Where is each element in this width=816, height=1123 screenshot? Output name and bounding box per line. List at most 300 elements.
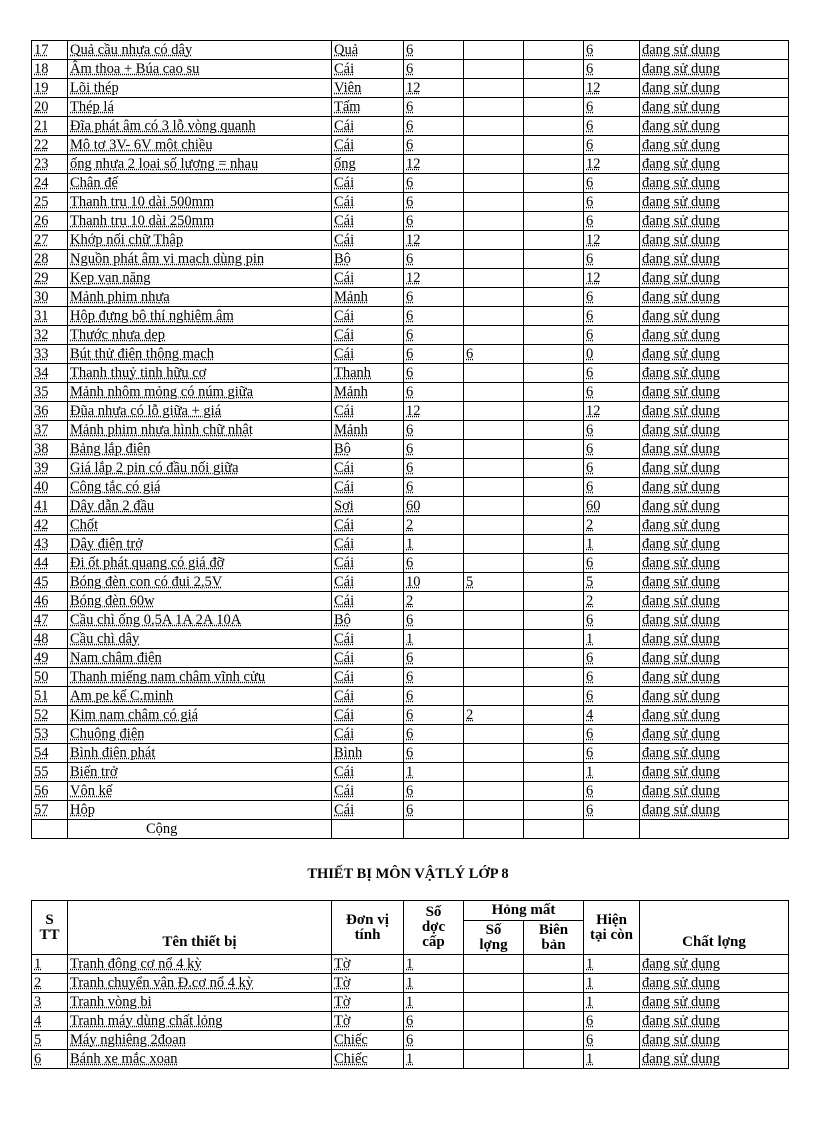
cell-name: Mảnh phim nhựa hình chữ nhật — [68, 421, 332, 440]
cell-stt: 18 — [32, 60, 68, 79]
cell-issued: 6 — [404, 668, 464, 687]
cell-damaged-record — [524, 364, 584, 383]
cell-damaged-record — [524, 516, 584, 535]
cell-damaged-record — [524, 993, 584, 1012]
cell-damaged-record — [524, 955, 584, 974]
cell-quality: đang sử dụng — [640, 421, 789, 440]
cell-stt: 40 — [32, 478, 68, 497]
cell-damaged-qty — [464, 649, 524, 668]
cell-stt: 23 — [32, 155, 68, 174]
cell-remaining: 6 — [584, 421, 640, 440]
cell-damaged-qty — [464, 402, 524, 421]
cell-quality: đang sử dụng — [640, 79, 789, 98]
cell-quality: đang sử dụng — [640, 573, 789, 592]
cell-remaining: 5 — [584, 573, 640, 592]
cell-damaged-record — [524, 974, 584, 993]
cell-damaged-record — [524, 307, 584, 326]
table-row — [32, 326, 789, 345]
cell-remaining: 1 — [584, 630, 640, 649]
cell-issued: 6 — [404, 60, 464, 79]
cell-damaged-qty — [464, 79, 524, 98]
cell-unit: Mảnh — [332, 383, 404, 402]
cell-issued: 2 — [404, 592, 464, 611]
cell-damaged-qty — [464, 421, 524, 440]
cell-stt: 57 — [32, 801, 68, 820]
cell-quality: đang sử dụng — [640, 98, 789, 117]
table-row — [32, 592, 789, 611]
cell-damaged-qty — [464, 630, 524, 649]
cell-remaining: 6 — [584, 250, 640, 269]
cell-stt: 48 — [32, 630, 68, 649]
cell-name: Quả cầu nhựa có dây — [68, 41, 332, 60]
cell-remaining: 6 — [584, 117, 640, 136]
cell-remaining: 6 — [584, 212, 640, 231]
cell-remaining: 12 — [584, 79, 640, 98]
cell-unit: Cái — [332, 193, 404, 212]
table-row — [32, 649, 789, 668]
equipment-table-continued — [31, 40, 789, 839]
cell-unit: Cái — [332, 668, 404, 687]
cell-unit: Cái — [332, 307, 404, 326]
cell-remaining: 1 — [584, 955, 640, 974]
cell-damaged-qty — [464, 763, 524, 782]
table-row — [32, 193, 789, 212]
cell-quality: đang sử dụng — [640, 592, 789, 611]
cell-damaged-qty — [464, 383, 524, 402]
table-row — [32, 136, 789, 155]
cell-name: Hộp — [68, 801, 332, 820]
cell-issued: 1 — [404, 955, 464, 974]
cell-stt: 50 — [32, 668, 68, 687]
cell-issued: 6 — [404, 1031, 464, 1050]
cell-quality: đang sử dụng — [640, 231, 789, 250]
cell-damaged-qty — [464, 459, 524, 478]
cell-unit: Cái — [332, 326, 404, 345]
table-row — [32, 1050, 789, 1069]
table-row — [32, 1031, 789, 1050]
cell-stt: 3 — [32, 993, 68, 1012]
cell-name: Máy nghiêng 2đoạn — [68, 1031, 332, 1050]
cell-quality: đang sử dụng — [640, 630, 789, 649]
cell-stt: 46 — [32, 592, 68, 611]
header-damaged-qty: Số lợng — [464, 921, 524, 955]
cell-name: Vôn kế — [68, 782, 332, 801]
table-row — [32, 231, 789, 250]
cell-damaged-record — [524, 136, 584, 155]
cell-quality: đang sử dụng — [640, 744, 789, 763]
cell-remaining: 2 — [584, 592, 640, 611]
cell-damaged-qty — [464, 269, 524, 288]
cell-damaged-qty — [464, 1012, 524, 1031]
cell-stt: 32 — [32, 326, 68, 345]
cell-damaged-record — [524, 630, 584, 649]
cell-unit: Chiếc — [332, 1031, 404, 1050]
cell-quality: đang sử dụng — [640, 801, 789, 820]
table-row — [32, 421, 789, 440]
cell-remaining: 4 — [584, 706, 640, 725]
cell-issued: 1 — [404, 993, 464, 1012]
cell-quality: đang sử dụng — [640, 554, 789, 573]
table-row — [32, 174, 789, 193]
cell-remaining: 2 — [584, 516, 640, 535]
cell-name: Bóng đèn con có đui 2,5V — [68, 573, 332, 592]
cell-issued: 1 — [404, 763, 464, 782]
cell-quality: đang sử dụng — [640, 364, 789, 383]
table-row — [32, 744, 789, 763]
cell-issued: 6 — [404, 801, 464, 820]
cell-damaged-qty — [464, 611, 524, 630]
table-row — [32, 440, 789, 459]
cell-damaged-qty — [464, 326, 524, 345]
cell-quality: đang sử dụng — [640, 174, 789, 193]
cell-damaged-record — [524, 687, 584, 706]
cell-damaged-qty — [464, 668, 524, 687]
cell-damaged-qty — [464, 725, 524, 744]
cell-damaged-record — [524, 573, 584, 592]
table-row — [32, 250, 789, 269]
cell-damaged-qty — [464, 288, 524, 307]
cell-stt: 43 — [32, 535, 68, 554]
cell-stt: 28 — [32, 250, 68, 269]
cell-stt: 5 — [32, 1031, 68, 1050]
header-quality: Chất lợng — [640, 901, 789, 955]
cell-damaged-qty — [464, 554, 524, 573]
cell-issued: 6 — [404, 212, 464, 231]
cell-name: Thanh trụ 10 dài 250mm — [68, 212, 332, 231]
cell-issued: 6 — [404, 706, 464, 725]
cell-name: Bút thử điện thông mạch — [68, 345, 332, 364]
cell-damaged-record — [524, 478, 584, 497]
cell-damaged-qty — [464, 516, 524, 535]
cell-name: Kẹp vạn năng — [68, 269, 332, 288]
cell-damaged-qty: 6 — [464, 345, 524, 364]
cell-unit: Cái — [332, 592, 404, 611]
cell-damaged-record — [524, 402, 584, 421]
cell-issued: 6 — [404, 364, 464, 383]
cell-stt: 22 — [32, 136, 68, 155]
cell-unit: Cái — [332, 763, 404, 782]
cell-damaged-qty — [464, 117, 524, 136]
cell-issued: 12 — [404, 231, 464, 250]
cell-remaining: 1 — [584, 535, 640, 554]
cell-unit: Cái — [332, 212, 404, 231]
cell-damaged-record — [524, 668, 584, 687]
table-row — [32, 41, 789, 60]
cell-issued: 1 — [404, 535, 464, 554]
cell-stt: 54 — [32, 744, 68, 763]
cell-damaged-record — [524, 725, 584, 744]
cell-quality: đang sử dụng — [640, 250, 789, 269]
cell-quality: đang sử dụng — [640, 383, 789, 402]
cell-stt: 31 — [32, 307, 68, 326]
cell-name: Thanh thuỷ tinh hữu cơ — [68, 364, 332, 383]
table-row — [32, 782, 789, 801]
cell-remaining: 6 — [584, 782, 640, 801]
cell-remaining: 60 — [584, 497, 640, 516]
cell-quality: đang sử dụng — [640, 974, 789, 993]
section-title: THIẾT BỊ MÔN VẬTLÝ LỚP 8 — [307, 866, 509, 882]
cell-unit: Tờ — [332, 993, 404, 1012]
cell-issued: 6 — [404, 98, 464, 117]
cell-damaged-record — [524, 79, 584, 98]
cell-unit: Cái — [332, 630, 404, 649]
cell-damaged-qty — [464, 687, 524, 706]
table-row — [32, 687, 789, 706]
cell-name: Cầu chì ống 0,5A 1A 2A 10A — [68, 611, 332, 630]
cell-name: Đĩa phát âm có 3 lỗ vòng quanh — [68, 117, 332, 136]
cell-stt: 35 — [32, 383, 68, 402]
table-row — [32, 706, 789, 725]
table-row — [32, 955, 789, 974]
cell-unit: Cái — [332, 174, 404, 193]
cell-stt: 45 — [32, 573, 68, 592]
table-row — [32, 497, 789, 516]
cell-unit: Tờ — [332, 1012, 404, 1031]
cell-quality: đang sử dụng — [640, 668, 789, 687]
cell-quality: đang sử dụng — [640, 782, 789, 801]
cell-stt: 49 — [32, 649, 68, 668]
cell-issued: 12 — [404, 269, 464, 288]
cell-unit: Cái — [332, 782, 404, 801]
cell-quality: đang sử dụng — [640, 41, 789, 60]
cell-unit: Cái — [332, 706, 404, 725]
cell-damaged-qty — [464, 1031, 524, 1050]
cell-quality: đang sử dụng — [640, 345, 789, 364]
cell-stt: 19 — [32, 79, 68, 98]
cell-unit: Bộ — [332, 440, 404, 459]
table-row — [32, 630, 789, 649]
cell-stt: 24 — [32, 174, 68, 193]
table-row — [32, 478, 789, 497]
table-row — [32, 1012, 789, 1031]
cell-name: Biến trở — [68, 763, 332, 782]
cell-unit: Thanh — [332, 364, 404, 383]
cell-issued: 1 — [404, 1050, 464, 1069]
cell-issued: 10 — [404, 573, 464, 592]
cell-remaining: 6 — [584, 668, 640, 687]
table-row — [32, 725, 789, 744]
cell-unit: Cái — [332, 649, 404, 668]
cell-damaged-record — [524, 649, 584, 668]
cell-name: Công tắc có giá — [68, 478, 332, 497]
cell-unit: Cái — [332, 117, 404, 136]
cell-name: Tranh vòng bi — [68, 993, 332, 1012]
cell-name: Kim nam châm có giá — [68, 706, 332, 725]
cell-damaged-record — [524, 535, 584, 554]
cell-damaged-qty — [464, 41, 524, 60]
cell-damaged-qty — [464, 155, 524, 174]
cell-damaged-qty — [464, 955, 524, 974]
cell-damaged-record — [524, 250, 584, 269]
cell-issued: 6 — [404, 1012, 464, 1031]
cell-name: Chuông điện — [68, 725, 332, 744]
cell-damaged-qty — [464, 993, 524, 1012]
cell-name: Dây dẫn 2 đầu — [68, 497, 332, 516]
cell-stt: 36 — [32, 402, 68, 421]
cell-stt: 38 — [32, 440, 68, 459]
cell-name: Chân đế — [68, 174, 332, 193]
cell-unit: Cái — [332, 687, 404, 706]
cell-quality: đang sử dụng — [640, 212, 789, 231]
cell-damaged-record — [524, 459, 584, 478]
cell-unit: Tấm — [332, 98, 404, 117]
cell-name: Mảnh phim nhựa — [68, 288, 332, 307]
cell-quality: đang sử dụng — [640, 1012, 789, 1031]
cell-quality: đang sử dụng — [640, 649, 789, 668]
cell-issued: 12 — [404, 402, 464, 421]
cell-name: Bóng đèn 60w — [68, 592, 332, 611]
cell-remaining: 6 — [584, 649, 640, 668]
cell-damaged-record — [524, 611, 584, 630]
header-issued: Số dợc cấp — [404, 901, 464, 955]
cell-stt: 51 — [32, 687, 68, 706]
table-row — [32, 573, 789, 592]
cell-damaged-qty — [464, 497, 524, 516]
cell-remaining: 6 — [584, 459, 640, 478]
cell-remaining: 6 — [584, 744, 640, 763]
cell-quality: đang sử dụng — [640, 687, 789, 706]
cell-issued: 6 — [404, 193, 464, 212]
table-row — [32, 554, 789, 573]
cell-name: Mảnh nhôm mỏng có núm giữa — [68, 383, 332, 402]
cell-stt: 39 — [32, 459, 68, 478]
cell-unit: Cái — [332, 554, 404, 573]
cell-issued: 6 — [404, 649, 464, 668]
cell-issued: 6 — [404, 687, 464, 706]
cell-stt: 1 — [32, 955, 68, 974]
cell-damaged-qty — [464, 1050, 524, 1069]
cell-quality: đang sử dụng — [640, 535, 789, 554]
cell-unit: Tờ — [332, 974, 404, 993]
cell-remaining: 12 — [584, 402, 640, 421]
cell-quality: đang sử dụng — [640, 459, 789, 478]
cell-damaged-qty — [464, 535, 524, 554]
cell-unit: Cái — [332, 231, 404, 250]
cell-stt: 17 — [32, 41, 68, 60]
cell-unit: Sợi — [332, 497, 404, 516]
cell-remaining: 0 — [584, 345, 640, 364]
cell-issued: 12 — [404, 79, 464, 98]
total-label: Cộng — [68, 820, 332, 839]
cell-stt: 41 — [32, 497, 68, 516]
cell-name: Nam châm điện — [68, 649, 332, 668]
cell-unit: Cái — [332, 725, 404, 744]
cell-unit: Mảnh — [332, 421, 404, 440]
cell-stt: 25 — [32, 193, 68, 212]
cell-quality: đang sử dụng — [640, 478, 789, 497]
cell-unit: Cái — [332, 402, 404, 421]
cell-damaged-record — [524, 231, 584, 250]
cell-damaged-record — [524, 174, 584, 193]
cell-damaged-record — [524, 782, 584, 801]
cell-name: Giá lắp 2 pin có đầu nối giữa — [68, 459, 332, 478]
cell-quality: đang sử dụng — [640, 1031, 789, 1050]
cell-issued: 6 — [404, 326, 464, 345]
cell-name: ống nhựa 2 loại số lượng = nhau — [68, 155, 332, 174]
cell-issued: 6 — [404, 307, 464, 326]
cell-issued: 6 — [404, 383, 464, 402]
cell-stt: 27 — [32, 231, 68, 250]
cell-name: Lõi thép — [68, 79, 332, 98]
cell-issued: 1 — [404, 630, 464, 649]
cell-remaining: 6 — [584, 1031, 640, 1050]
cell-issued: 6 — [404, 478, 464, 497]
cell-quality: đang sử dụng — [640, 440, 789, 459]
cell-remaining: 6 — [584, 307, 640, 326]
cell-stt: 37 — [32, 421, 68, 440]
cell-remaining: 12 — [584, 231, 640, 250]
cell-quality: đang sử dụng — [640, 193, 789, 212]
cell-damaged-record — [524, 288, 584, 307]
cell-damaged-qty — [464, 801, 524, 820]
cell-issued: 6 — [404, 421, 464, 440]
cell-damaged-qty — [464, 136, 524, 155]
cell-name: Bánh xe mắc xoan — [68, 1050, 332, 1069]
table-row — [32, 269, 789, 288]
cell-unit: Cái — [332, 459, 404, 478]
cell-quality: đang sử dụng — [640, 307, 789, 326]
cell-quality: đang sử dụng — [640, 706, 789, 725]
cell-remaining: 6 — [584, 687, 640, 706]
cell-unit: Chiếc — [332, 1050, 404, 1069]
cell-issued: 6 — [404, 117, 464, 136]
cell-name: Nguồn phát âm vi mạch dùng pin — [68, 250, 332, 269]
cell-quality: đang sử dụng — [640, 1050, 789, 1069]
cell-quality: đang sử dụng — [640, 155, 789, 174]
cell-name: Đũa nhựa có lỗ giữa + giá — [68, 402, 332, 421]
cell-damaged-record — [524, 212, 584, 231]
cell-quality: đang sử dụng — [640, 611, 789, 630]
cell-damaged-qty — [464, 440, 524, 459]
table-row — [32, 668, 789, 687]
cell-stt: 44 — [32, 554, 68, 573]
cell-name: Âm thoa + Búa cao su — [68, 60, 332, 79]
cell-remaining: 1 — [584, 763, 640, 782]
cell-remaining: 6 — [584, 478, 640, 497]
cell-damaged-record — [524, 440, 584, 459]
cell-damaged-qty — [464, 174, 524, 193]
cell-unit: Cái — [332, 269, 404, 288]
cell-name: Bảng lắp điện — [68, 440, 332, 459]
header-name: Tên thiết bị — [68, 901, 332, 955]
cell-name: Tranh máy dùng chất lỏng — [68, 1012, 332, 1031]
table-row — [32, 307, 789, 326]
cell-damaged-qty — [464, 592, 524, 611]
cell-stt: 56 — [32, 782, 68, 801]
cell-damaged-qty: 2 — [464, 706, 524, 725]
cell-issued: 60 — [404, 497, 464, 516]
cell-remaining: 6 — [584, 98, 640, 117]
cell-issued: 1 — [404, 974, 464, 993]
cell-damaged-record — [524, 98, 584, 117]
cell-quality: đang sử dụng — [640, 269, 789, 288]
cell-remaining: 6 — [584, 801, 640, 820]
cell-name: Tranh động cơ nổ 4 kỳ — [68, 955, 332, 974]
cell-quality: đang sử dụng — [640, 402, 789, 421]
table-row — [32, 383, 789, 402]
cell-remaining: 6 — [584, 725, 640, 744]
cell-quality: đang sử dụng — [640, 117, 789, 136]
cell-damaged-qty: 5 — [464, 573, 524, 592]
cell-damaged-qty — [464, 231, 524, 250]
header-damaged-record: Biên bản — [524, 921, 584, 955]
cell-stt: 29 — [32, 269, 68, 288]
cell-quality: đang sử dụng — [640, 326, 789, 345]
cell-remaining: 6 — [584, 611, 640, 630]
cell-stt: 26 — [32, 212, 68, 231]
cell-unit: Viên — [332, 79, 404, 98]
cell-remaining: 6 — [584, 440, 640, 459]
